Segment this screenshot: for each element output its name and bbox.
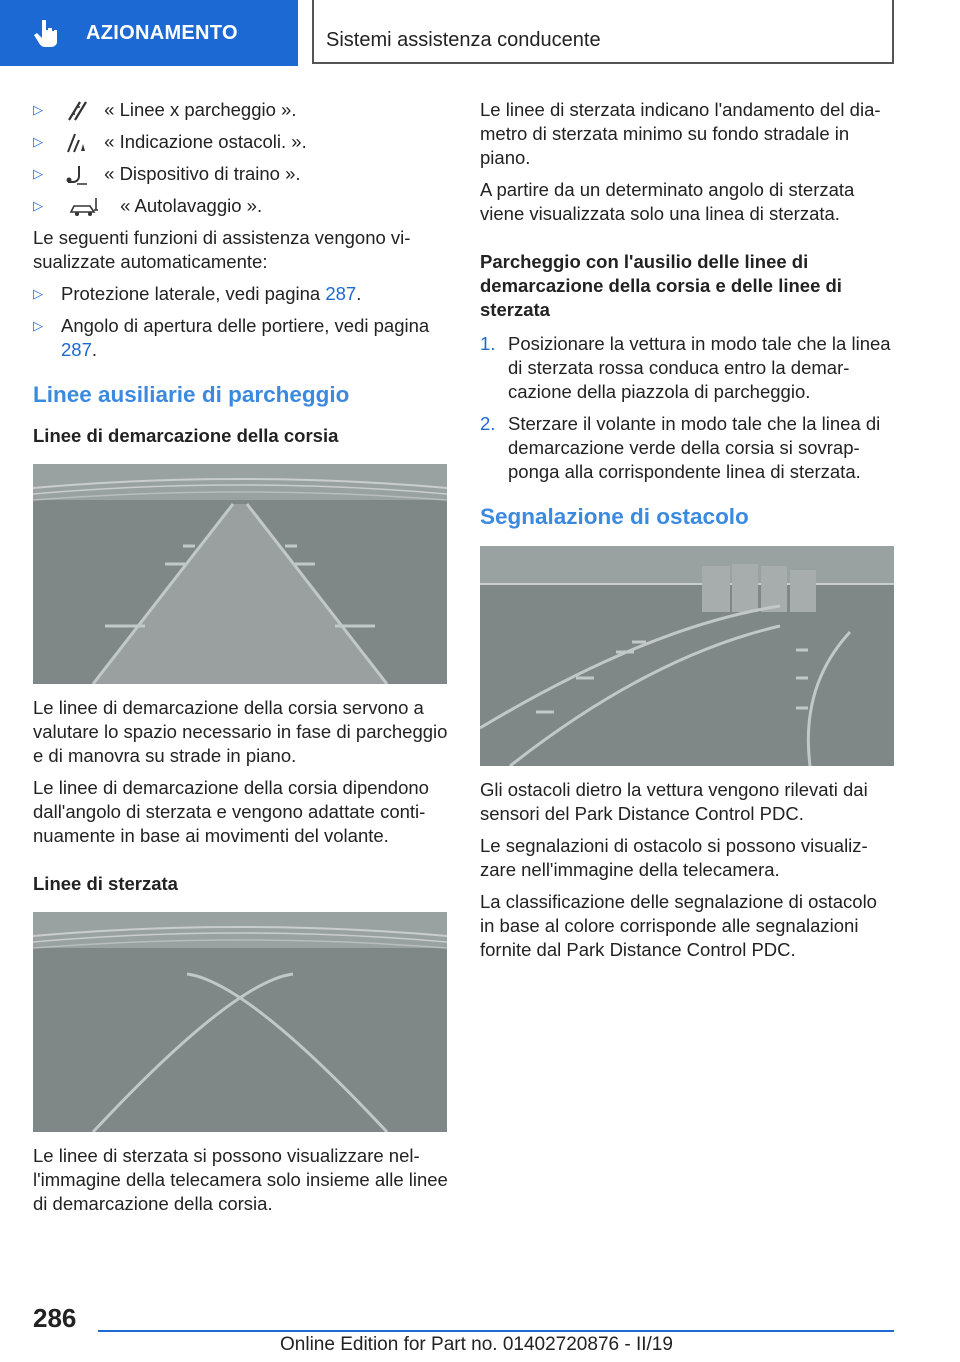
list-item-suffix: . [356, 283, 362, 305]
bullet-triangle-icon: ▷ [33, 286, 43, 302]
left-column [33, 98, 449, 1224]
obstacle-para-2: Le segnalazioni di ostacolo si possono visualizzare nell'immagine della telecamera. [480, 835, 868, 880]
step-number: 1. [480, 333, 496, 354]
trailer-hitch-icon [61, 164, 93, 186]
list-item [33, 194, 449, 218]
page-number: 286 [33, 1303, 77, 1333]
list-item [33, 98, 449, 122]
obstacle-marking-figure [480, 546, 894, 766]
bullet-triangle-icon: ▷ [33, 102, 43, 117]
step-text: Sterzare il volante in modo tale che la linea di demarcazione verde della corsia si sovrapponga alla corrispondente linea di sterzata. [508, 413, 881, 482]
subheading: Linee di sterzata [33, 873, 178, 895]
lane-lines-figure [33, 464, 447, 684]
car-wash-icon [61, 196, 109, 218]
lane-lines-para-2: Le linee di demarcazione della corsia dipendono dall'angolo di sterzata e vengono adattate continuamente in base ai movimenti del volante. [33, 777, 429, 847]
list-item-suffix: . [91, 339, 98, 361]
right-column [480, 98, 896, 970]
section-heading: Linee ausiliarie di parcheggio [33, 382, 350, 408]
page-link[interactable]: 287 [61, 339, 92, 361]
auto-functions-intro: Le seguenti funzioni di assistenza vengono visualizzate automaticamente: [33, 227, 411, 273]
lane-lines-para-1: Le linee di demarcazione della corsia servono a valutare lo spazio necessario in fase di parcheggio e di manovra su strade in piano. [33, 697, 448, 767]
steering-lines-para: Le linee di sterzata si possono visualizzare nell'immagine della telecamera solo insieme alle linee di demarcazione della corsia. [33, 1145, 448, 1215]
section-tab [0, 0, 298, 66]
subheading: Parcheggio con l'ausilio delle linee di demarcazione della corsia e delle linee di sterzata [480, 251, 842, 320]
list-item [33, 130, 449, 154]
list-item [33, 282, 449, 306]
list-item-text: Protezione laterale, vedi pagina [61, 283, 326, 305]
list-item-text: « Autolavaggio ». [120, 195, 263, 217]
obstacle-para-1: Gli ostacoli dietro la vettura vengono rilevati dai sensori del Park Distance Control PDC. [480, 779, 868, 824]
bullet-triangle-icon: ▷ [33, 134, 43, 150]
bullet-triangle-icon: ▷ [33, 166, 43, 182]
section-heading: Segnalazione di ostacolo [480, 504, 749, 529]
page-link[interactable]: 287 [325, 283, 357, 305]
section-title: AZIONAMENTO [86, 21, 238, 44]
step-text: Posizionare la vettura in modo tale che la linea di sterzata rossa conduca entro la demarcazione della piazzola di parcheggio. [508, 333, 891, 402]
list-item [33, 162, 449, 186]
bullet-triangle-icon: ▷ [33, 318, 43, 334]
obstacle-para-3: La classificazione delle segnalazione di ostacolo in base al colore corrisponde alle segnalazioni fornite dal Park Distance Control PDC. [480, 891, 877, 960]
step-number: 2. [480, 413, 496, 434]
obstacle-marking-icon [61, 132, 93, 154]
steering-lines-figure [33, 912, 447, 1132]
step-item [480, 412, 896, 484]
steering-diameter-para: Le linee di sterzata indicano l'andamento del diametro di sterzata minimo su fondo stradale in piano. [480, 99, 881, 168]
footer-divider [98, 1330, 894, 1332]
subheading: Linee di demarcazione della corsia [33, 425, 339, 447]
list-item-text: « Linee x parcheggio ». [104, 99, 297, 120]
edition-note: Online Edition for Part no. 01402720876 - II/19 [280, 1334, 673, 1355]
list-item [33, 314, 449, 362]
steering-angle-para: A partire da un determinato angolo di sterzata viene visualizzata solo una linea di sterzata. [480, 179, 855, 224]
list-item-text: Angolo di apertura delle portiere, vedi pagina [61, 315, 430, 337]
parking-lines-icon [61, 100, 93, 122]
hand-pointer-icon [34, 18, 60, 48]
chapter-box [312, 0, 894, 64]
bullet-triangle-icon: ▷ [33, 198, 43, 214]
step-item [480, 332, 896, 404]
list-item-text: « Dispositivo di traino ». [104, 163, 301, 185]
list-item-text: « Indicazione ostacoli. ». [104, 131, 307, 153]
chapter-title: Sistemi assistenza conducente [326, 29, 601, 51]
